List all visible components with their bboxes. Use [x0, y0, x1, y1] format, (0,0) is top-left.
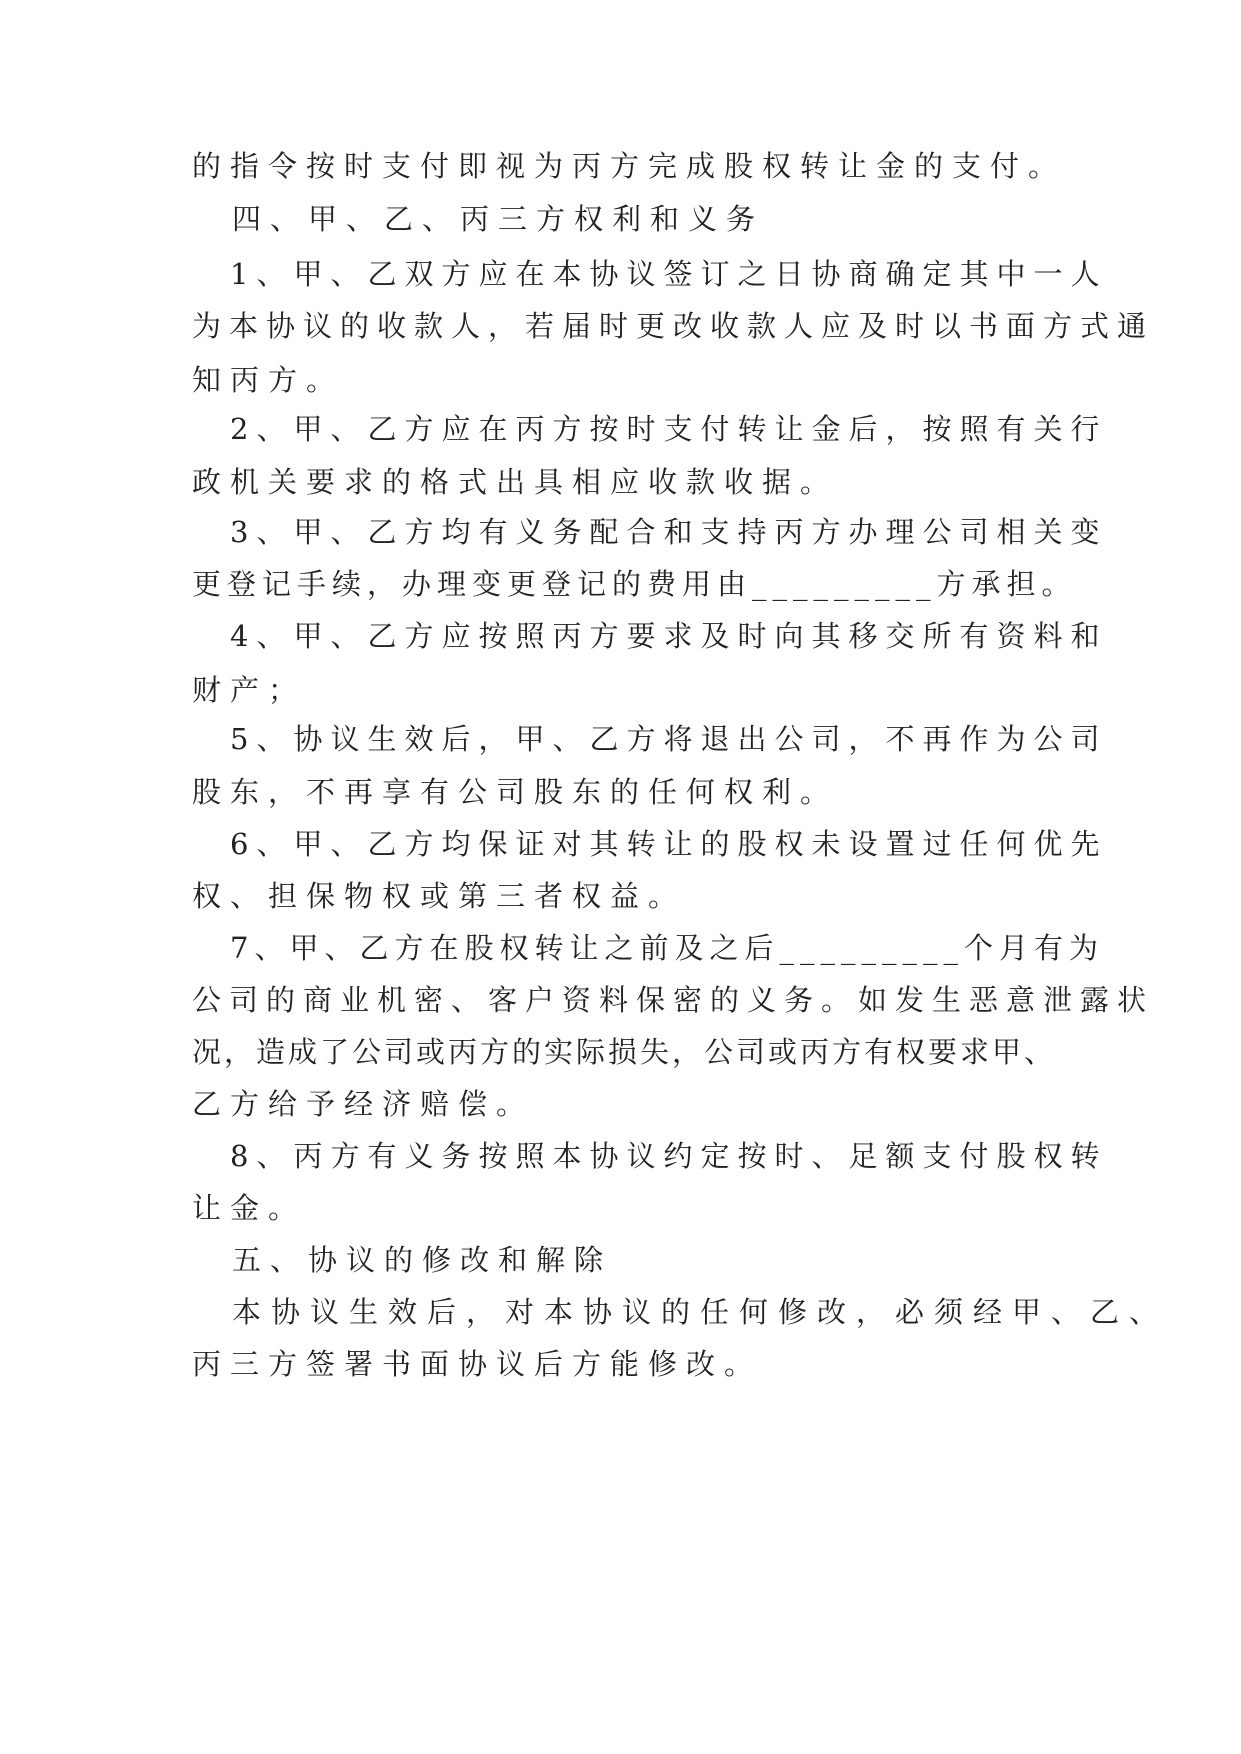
section-heading: 四、甲、乙、丙三方权利和义务	[232, 202, 765, 236]
text-line: 政机关要求的格式出具相应收款收据。	[192, 465, 839, 499]
text-line: 财产；	[192, 673, 307, 707]
section-heading: 五、协议的修改和解除	[232, 1243, 613, 1277]
text-line: 让金。	[192, 1191, 307, 1225]
text-line: 2、甲、乙方应在丙方按时支付转让金后，按照有关行	[230, 412, 1108, 446]
text-line: 丙三方签署书面协议后方能修改。	[192, 1347, 763, 1381]
text-line: 6、甲、乙方均保证对其转让的股权未设置过任何优先	[230, 827, 1108, 861]
text-line: 本协议生效后，对本协议的任何修改，必须经甲、乙、	[232, 1295, 1169, 1329]
text-line: 的指令按时支付即视为丙方完成股权转让金的支付。	[192, 149, 1067, 183]
text-line: 为本协议的收款人，若届时更改收款人应及时以书面方式通	[192, 309, 1155, 343]
text-line: 7、甲、乙方在股权转让之前及之后_________个月有为	[230, 931, 1104, 965]
text-line: 公司的商业机密、客户资料保密的义务。如发生恶意泄露状	[192, 983, 1155, 1017]
text-line: 乙方给予经济赔偿。	[192, 1087, 535, 1121]
text-line: 1、甲、乙双方应在本协议签订之日协商确定其中一人	[230, 257, 1108, 291]
text-line: 况，造成了公司或丙方的实际损失，公司或丙方有权要求甲、	[192, 1035, 1057, 1069]
text-line: 股东，不再享有公司股东的任何权利。	[192, 775, 839, 809]
text-line: 8、丙方有义务按照本协议约定按时、足额支付股权转	[230, 1139, 1108, 1173]
text-line: 知丙方。	[192, 363, 345, 397]
text-line: 5、协议生效后，甲、乙方将退出公司，不再作为公司	[230, 722, 1108, 756]
text-line: 权、担保物权或第三者权益。	[192, 879, 687, 913]
text-line: 更登记手续，办理变更登记的费用由_________方承担。	[192, 567, 1077, 601]
text-line: 4、甲、乙方应按照丙方要求及时向其移交所有资料和	[230, 619, 1108, 653]
text-line: 3、甲、乙方均有义务配合和支持丙方办理公司相关变	[230, 515, 1108, 549]
